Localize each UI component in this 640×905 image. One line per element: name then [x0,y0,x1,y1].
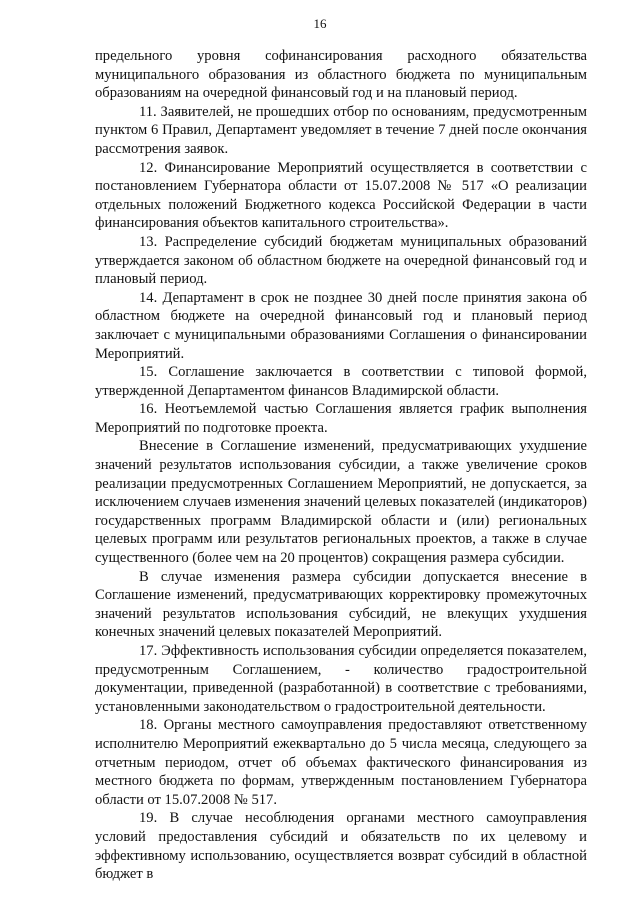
paragraph-14: 14. Департамент в срок не позднее 30 дней после принятия закона об областном бюджете на очередной финансовый год и плановый период заключает с муниципальными образованиями Соглашения о финансировании Мероприятий. [95,289,587,362]
paragraph-15: 15. Соглашение заключается в соответствии с типовой формой, утвержденной Департаментом финансов Владимирской области. [95,364,587,399]
paragraph-19: 19. В случае несоблюдения органами местного самоуправления условий предоставления субсидий и обязательств по их целевому и эффективному использованию, осуществляется возврат субсидий в областной бюджет в [95,810,587,883]
paragraph-17: 17. Эффективность использования субсидии определяется показателем, предусмотренным Соглашением, - количество градостроительной документации, приведенной (разработанной) в соответствие с требованиями, установленными законодательством о градостроительной деятельности. [95,643,587,715]
paragraph-continuation: предельного уровня софинансирования расходного обязательства муниципального образования из областного бюджета по муниципальным образованиям на очередной финансовый год и на плановый период. [95,48,587,102]
paragraph-16-amendments: Внесение в Соглашение изменений, предусматривающих ухудшение значений результатов использования субсидии, а также увеличение сроков реализации предусмотренных Соглашением Мероприятий, не допускается, за исключением случаев изменения значений целевых показателей (индикаторов) государственных программ Владимирской области и (или) региональных целевых программ или результатов региональных проектов, а также в случае существенного (более чем на 20 процентов) сокращения размера субсидии. [95,438,587,567]
page-number: 16 [313,16,327,31]
paragraph-16-subsidy-change: В случае изменения размера субсидии допускается внесение в Соглашение изменений, предусматривающих корректировку промежуточных значений результатов использования субсидий, не влекущих ухудшения конечных значений целевых показателей Мероприятий. [95,568,587,641]
paragraph-12: 12. Финансирование Мероприятий осуществляется в соответствии с постановлением Губернатора области от 15.07.2008 № 517 «О реализации отдельных положений Бюджетного кодекса Российской Федерации в части финансирования объектов капитального строительства». [95,159,587,232]
document-body [95,47,587,884]
paragraph-13: 13. Распределение субсидий бюджетам муниципальных образований утверждается законом об областном бюджете на очередной финансовый год и плановый период. [95,233,587,288]
paragraph-18: 18. Органы местного самоуправления предоставляют ответственному исполнителю Мероприятий ежеквартально до 5 числа месяца, следующего за отчетным периодом, отчет об объемах фактического финансирования из местного бюджета по формам, утвержденным постановлением Губернатора области от 15.07.2008 № 517. [95,717,587,808]
paragraph-11: 11. Заявителей, не прошедших отбор по основаниям, предусмотренным пунктом 6 Правил, Департамент уведомляет в течение 7 дней после окончания рассмотрения заявок. [95,103,587,157]
paragraph-16: 16. Неотъемлемой частью Соглашения является график выполнения Мероприятий по подготовке проекта. [95,401,587,436]
